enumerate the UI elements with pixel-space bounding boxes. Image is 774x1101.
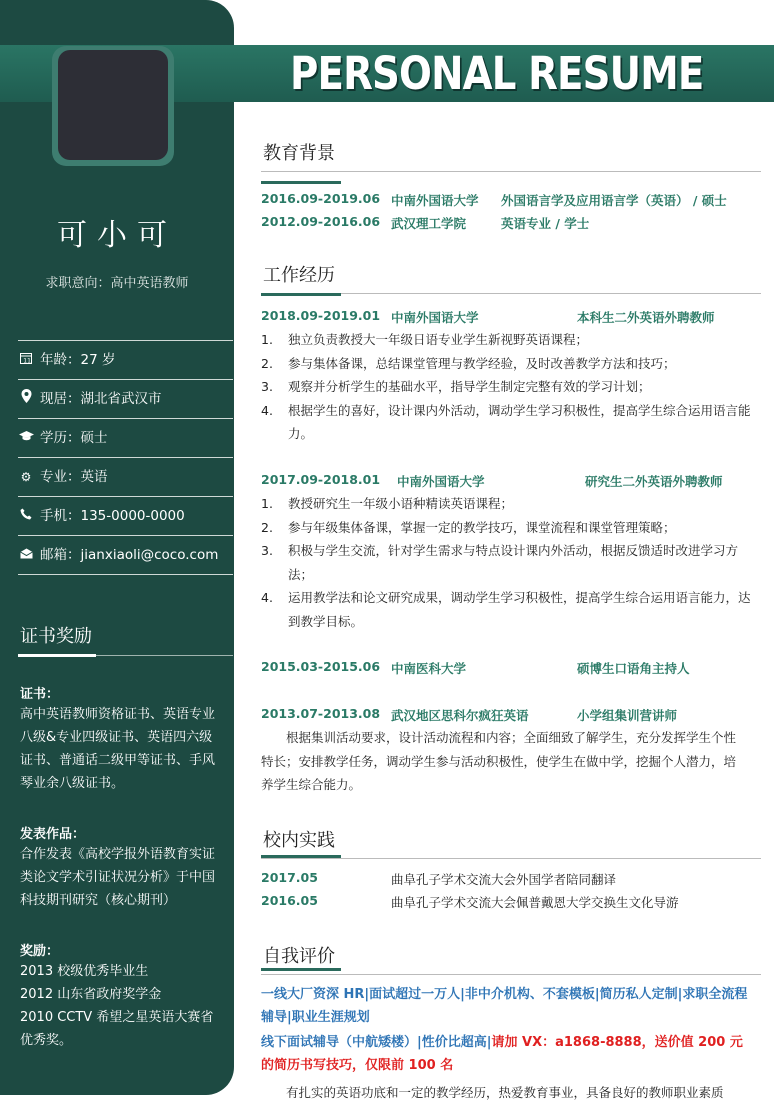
info-location xyxy=(18,380,233,419)
edu-date: 2012.09-2016.06 xyxy=(261,214,381,229)
job-date: 2015.03-2015.06 xyxy=(261,659,381,674)
job-date: 2013.07-2013.08 xyxy=(261,706,381,721)
job-org: 中南外国语大学 xyxy=(391,310,479,325)
campus-text: 曲阜孔子学术交流大会外国学者陪同翻译 xyxy=(391,872,617,887)
campus-text: 曲阜孔子学术交流大会佩普戴恩大学交换生文化导游 xyxy=(391,895,679,910)
edu-date: 2016.09-2019.06 xyxy=(261,191,381,206)
graduation-cap-icon xyxy=(18,419,34,457)
education-title: 教育背景 xyxy=(263,143,335,164)
info-degree xyxy=(18,419,233,458)
duty-text: 积极与学生交流，针对学生需求与特点设计课内外活动，根据反馈适时改进学习方法； xyxy=(288,543,739,582)
duty-text: 观察并分析学生的基础水平，指导学生制定完整有效的学习计划； xyxy=(288,379,651,394)
self-eval-underline xyxy=(261,968,341,971)
job-role: 硕博生口语角主持人 xyxy=(577,661,690,676)
cert-text: 高中英语教师资格证书、英语专业八级&专业四级证书、英语四六级证书、普通话二级甲等证书、手风琴业余八级证书。 xyxy=(20,707,216,791)
svg-text:11: 11 xyxy=(23,357,31,364)
award-item: 2013 校级优秀毕业生 xyxy=(20,964,149,979)
list-item: 1. 教授研究生一年级小语种精读英语课程； xyxy=(261,496,514,511)
self-eval-title: 自我评价 xyxy=(263,946,335,967)
job-duties xyxy=(261,328,751,446)
education-divider xyxy=(261,171,761,172)
resume-title: PERSONAL RESUME xyxy=(290,47,704,100)
job-date: 2017.09-2018.01 xyxy=(261,472,381,487)
work-underline xyxy=(261,293,341,296)
edu-detail: 外国语言学及应用语言学（英语） / 硕士 xyxy=(501,193,727,208)
campus-title: 校内实践 xyxy=(263,830,335,851)
gear-icon: ⚙ xyxy=(20,470,32,484)
edu-school: 中南外国语大学 xyxy=(391,193,479,208)
info-major-label: 专业：英语 xyxy=(40,469,108,485)
self-eval-text: 有扎实的英语功底和一定的教学经历，热爱教育事业，具备良好的教师职业素质 xyxy=(286,1085,724,1100)
certs-title: 证书奖励 xyxy=(20,626,92,647)
award-item: 2010 CCTV 希望之星英语大赛省优秀奖。 xyxy=(20,1010,214,1048)
info-email xyxy=(18,536,233,575)
list-item: 1. 独立负责教授大一年级日语专业学生新视野英语课程； xyxy=(261,332,589,347)
job-role: 小学组集训营讲师 xyxy=(577,708,678,723)
list-item: 2. 参与年级集体备课，掌握一定的教学技巧，课堂流程和课堂管理策略； xyxy=(261,519,676,535)
award-item: 2012 山东省政府奖学金 xyxy=(20,987,162,1002)
job-intent: 求职意向：高中英语教师 xyxy=(45,276,189,291)
info-major xyxy=(18,458,233,497)
ad-text-blue: 线下面试辅导（中航矮楼）|性价比超高| xyxy=(261,1035,492,1050)
info-location-label: 现居：湖北省武汉市 xyxy=(40,391,162,407)
edu-detail: 英语专业 / 学士 xyxy=(501,216,590,231)
list-item: 4. 运用教学法和论文研究成果，调动学生学习积极性，提高学生综合运用语言能力，达到教学目标。 xyxy=(261,590,751,629)
cert-heading: 证书： xyxy=(20,687,60,702)
campus-underline xyxy=(261,855,341,858)
info-phone-label: 手机：135-0000-0000 xyxy=(40,508,185,524)
list-item: 3. 积极与学生交流，针对学生需求与特点设计课内外活动，根据反馈适时改进学习方法； xyxy=(261,543,739,582)
campus-divider xyxy=(261,858,761,859)
calendar-icon xyxy=(18,341,34,379)
info-age-label: 年龄：27 岁 xyxy=(40,352,116,368)
duty-text: 运用教学法和论文研究成果，调动学生学习积极性，提高学生综合运用语言能力，达到教学目标。 xyxy=(288,590,751,629)
job-org: 武汉地区思科尔疯狂英语 xyxy=(391,708,529,723)
info-degree-label: 学历：硕士 xyxy=(40,430,108,446)
info-phone xyxy=(18,497,233,536)
self-eval-divider xyxy=(261,974,761,975)
job-org: 中南外国语大学 xyxy=(397,474,485,489)
duty-text: 教授研究生一年级小语种精读英语课程； xyxy=(288,496,514,511)
job-description: 根据集训活动要求，设计活动流程和内容；全面细致了解学生，充分发挥学生个性特长；安排教学任务，调动学生参与活动积极性，使学生在做中学，挖掘个人潜力，培养学生综合能力。 xyxy=(261,730,737,792)
award-heading: 奖励： xyxy=(20,944,60,959)
list-item: 2. 参与集体备课，总结课堂管理与教学经验，及时改善教学方法和技巧； xyxy=(261,355,676,371)
info-email-label: 邮箱：jianxiaoli@coco.com xyxy=(40,547,219,563)
list-item: 3. 观察并分析学生的基础水平，指导学生制定完整有效的学习计划； xyxy=(261,379,651,394)
education-underline xyxy=(261,181,341,184)
duty-text: 独立负责教授大一年级日语专业学生新视野英语课程； xyxy=(288,332,589,347)
ad-text-red: 请加 VX：a1868-8888，送价值 200 元的简历书写技巧，仅限前 100 名 xyxy=(261,1035,743,1073)
job-role: 研究生二外英语外聘教师 xyxy=(585,474,723,489)
duty-text: 参与集体备课，总结课堂管理与教学经验，及时改善教学方法和技巧； xyxy=(288,355,676,371)
envelope-icon xyxy=(18,536,34,574)
pub-heading: 发表作品： xyxy=(20,827,86,842)
duty-text: 根据学生的喜好，设计课内外活动，调动学生学习积极性，提高学生综合运用语言能力。 xyxy=(288,402,751,441)
work-title: 工作经历 xyxy=(263,265,335,286)
duty-text: 参与年级集体备课，掌握一定的教学技巧，课堂流程和课堂管理策略； xyxy=(288,519,676,535)
campus-date: 2016.05 xyxy=(261,893,318,908)
info-age xyxy=(18,341,233,380)
campus-date: 2017.05 xyxy=(261,870,318,885)
job-role: 本科生二外英语外聘教师 xyxy=(577,310,715,325)
ad-text-2 xyxy=(261,1031,751,1077)
job-org: 中南医科大学 xyxy=(391,661,467,676)
pub-text: 合作发表《高校学报外语教育实证类论文学术引证状况分析》于中国科技期刊研究（核心期刊） xyxy=(20,847,216,908)
job-duties xyxy=(261,492,751,633)
ad-text: 一线大厂资深 HR|面试超过一万人|非中介机构、不套模板|简历私人定制|求职全流程辅导|职业生涯规划 xyxy=(261,987,748,1025)
list-item: 4. 根据学生的喜好，设计课内外活动，调动学生学习积极性，提高学生综合运用语言能力。 xyxy=(261,402,751,441)
candidate-name: 可小可 xyxy=(57,218,177,253)
avatar xyxy=(58,50,168,160)
certs-underline xyxy=(18,654,96,657)
location-pin-icon xyxy=(18,380,34,418)
edu-school: 武汉理工学院 xyxy=(391,216,467,231)
job-date: 2018.09-2019.01 xyxy=(261,308,381,323)
phone-icon xyxy=(18,497,34,535)
